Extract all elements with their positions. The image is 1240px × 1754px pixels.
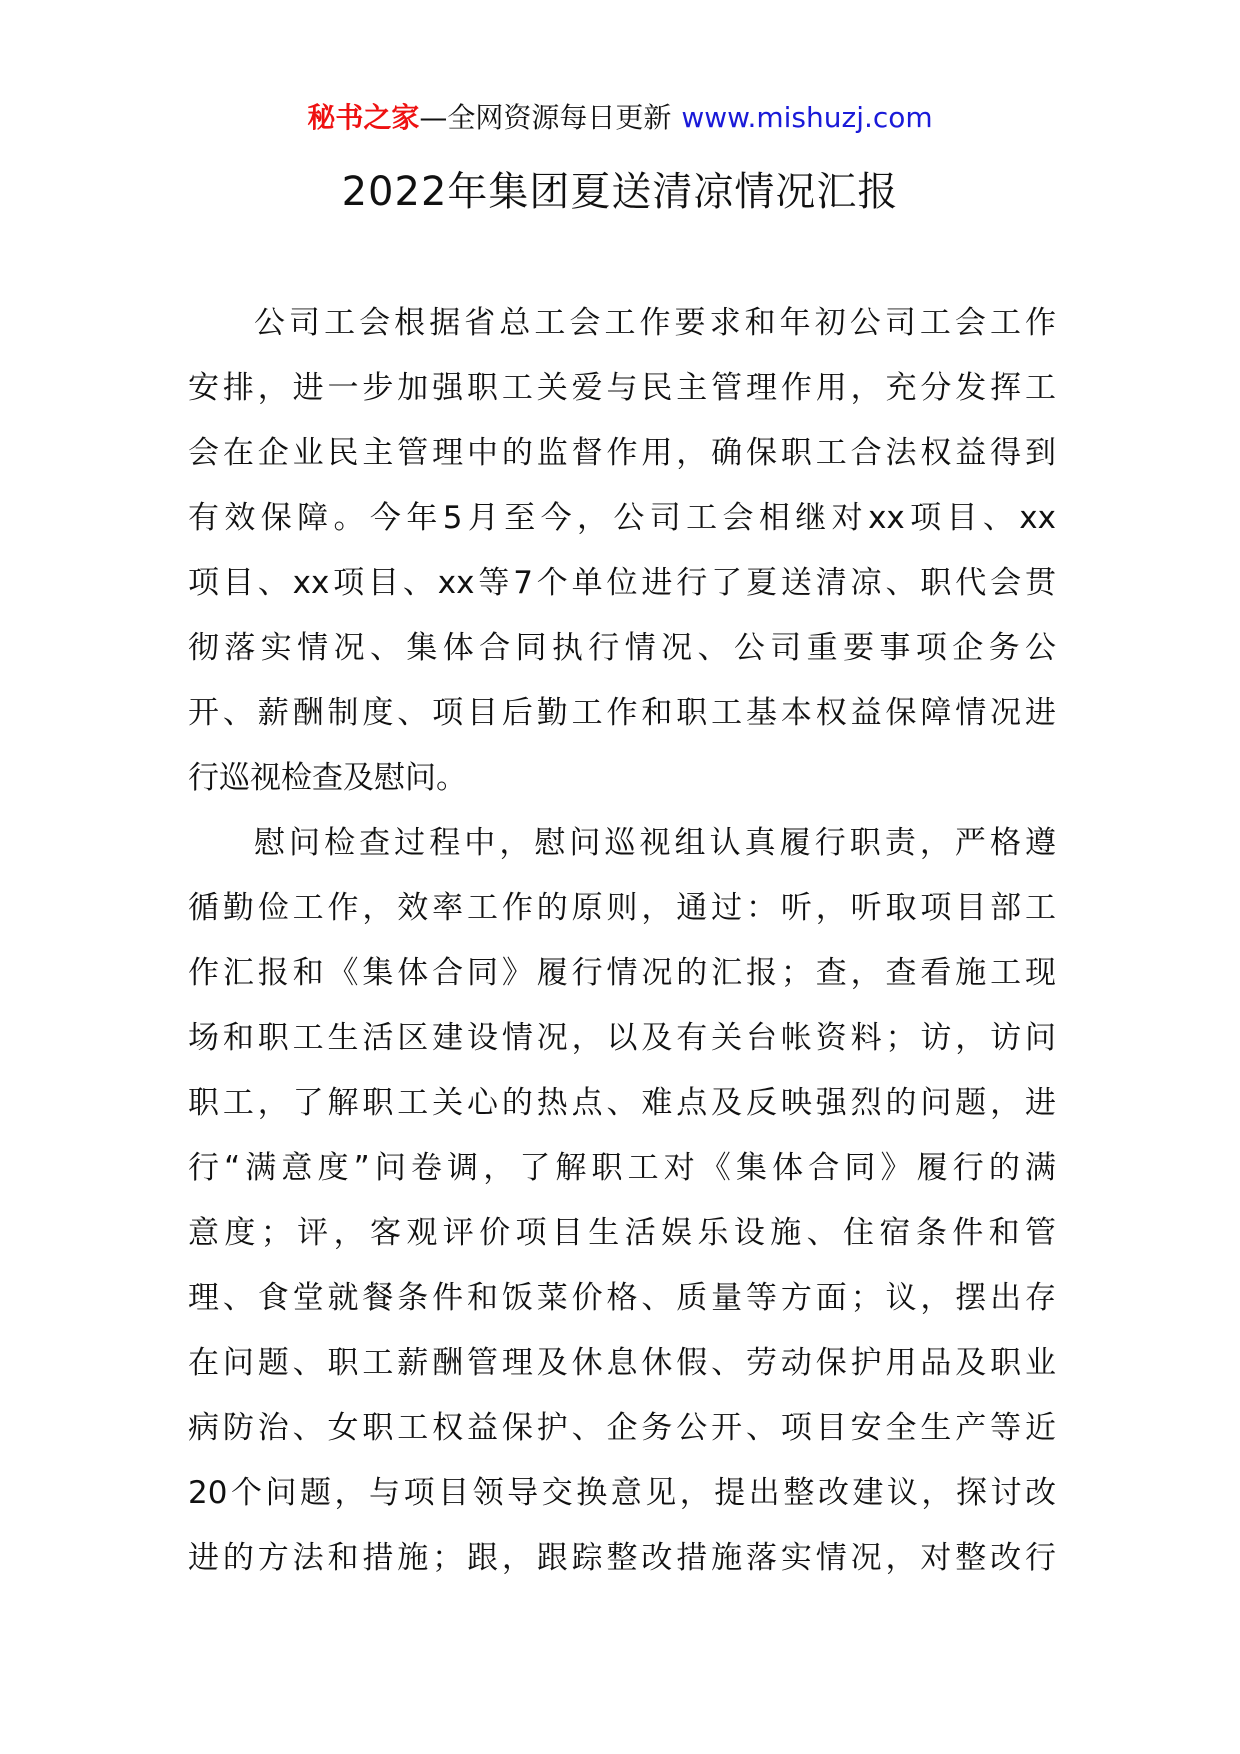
watermark-header <box>0 98 1240 138</box>
paragraph-line: 公司工会根据省总工会工作要求和年初公司工会工作 <box>254 305 1056 341</box>
paragraph-line: 会在企业民主管理中的监督作用，确保职工合法权益得到 <box>188 435 1056 471</box>
paragraph-line: 循勤俭工作，效率工作的原则，通过：听，听取项目部工 <box>188 890 1056 926</box>
brand-name: 秘书之家 <box>307 101 420 134</box>
paragraph-line: 彻落实情况、集体合同执行情况、公司重要事项企务公 <box>188 630 1056 666</box>
paragraph-line: 作汇报和《集体合同》履行情况的汇报；查，查看施工现 <box>188 955 1056 991</box>
paragraph-line: 理、食堂就餐条件和饭菜价格、质量等方面；议，摆出存 <box>188 1280 1056 1316</box>
paragraph-line: 行“满意度”问卷调，了解职工对《集体合同》履行的满 <box>188 1150 1056 1186</box>
paragraph-line: 行巡视检查及慰问。 <box>188 760 467 796</box>
paragraph-line: 病防治、女职工权益保护、企务公开、项目安全生产等近 <box>188 1410 1056 1446</box>
paragraph-line: 进的方法和措施；跟，跟踪整改措施落实情况，对整改行 <box>188 1540 1056 1576</box>
paragraph-line: 安排，进一步加强职工关爱与民主管理作用，充分发挥工 <box>188 370 1056 406</box>
header-tagline: —全网资源每日更新 <box>419 101 672 134</box>
paragraph-line: 开、薪酬制度、项目后勤工作和职工基本权益保障情况进 <box>188 695 1056 731</box>
paragraph-line: 有效保障。今年5月至今，公司工会相继对xx项目、xx <box>188 500 1056 536</box>
paragraph-line: 意度；评，客观评价项目生活娱乐设施、住宿条件和管 <box>188 1215 1056 1251</box>
paragraph-line: 慰问检查过程中，慰问巡视组认真履行职责，严格遵 <box>254 825 1056 861</box>
paragraph-line: 项目、xx项目、xx等7个单位进行了夏送清凉、职代会贯 <box>188 565 1056 601</box>
paragraph-line: 在问题、职工薪酬管理及休息休假、劳动保护用品及职业 <box>188 1345 1056 1381</box>
paragraph-line: 职工，了解职工关心的热点、难点及反映强烈的问题，进 <box>188 1085 1056 1121</box>
document-body <box>188 291 1056 1591</box>
paragraph-line: 20个问题，与项目领导交换意见，提出整改建议，探讨改 <box>188 1475 1056 1511</box>
paragraph-line: 场和职工生活区建设情况，以及有关台帐资料；访，访问 <box>188 1020 1056 1056</box>
site-url-link[interactable]: www.mishuzj.com <box>681 101 933 134</box>
document-title: 2022年集团夏送清凉情况汇报 <box>341 169 899 215</box>
